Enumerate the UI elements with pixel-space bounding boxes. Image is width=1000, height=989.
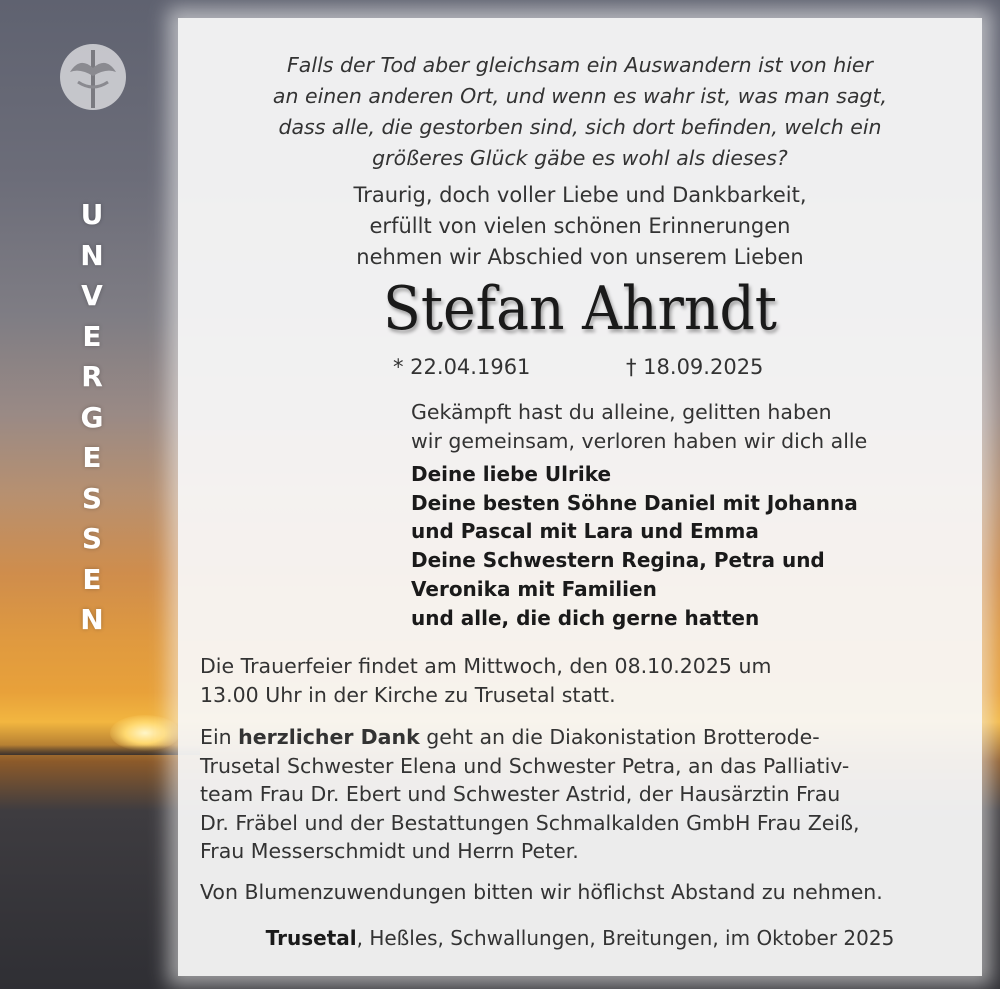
opening-quote xyxy=(178,50,982,174)
letter: S xyxy=(81,481,103,515)
place-bold: Trusetal xyxy=(265,926,357,950)
letter: E xyxy=(82,441,102,474)
letter: N xyxy=(80,238,104,272)
birth-date: * 22.04.1961 xyxy=(393,355,531,379)
thanks-line: Frau Messerschmidt und Herrn Peter. xyxy=(200,839,579,863)
mourner-line: Deine besten Söhne Daniel mit Johanna xyxy=(411,490,858,515)
mourner-line: Veronika mit Familien xyxy=(411,576,657,601)
letter: E xyxy=(82,562,102,596)
intro-line: erfüllt von vielen schönen Erinnerungen xyxy=(369,214,791,238)
verse-line: Gekämpft hast du alleine, gelitten haben xyxy=(411,400,832,424)
death-date: † 18.09.2025 xyxy=(626,355,764,379)
verse-line: wir gemeinsam, verloren haben wir dich alle xyxy=(411,428,868,453)
quote-line: größeres Glück gäbe es wohl als dieses? xyxy=(372,146,788,170)
thanks-line: team Frau Dr. Ebert und Schwester Astrid, der Hausärztin Frau xyxy=(200,782,841,806)
place-and-date xyxy=(178,926,982,950)
horizon-line xyxy=(0,745,200,755)
dove-cross-emblem-icon xyxy=(58,42,128,112)
quote-line: Falls der Tod aber gleichsam ein Auswandern ist von hier xyxy=(287,53,873,77)
mourner-line: und alle, die dich gerne hatten xyxy=(411,605,760,630)
letter: V xyxy=(81,279,103,312)
deceased-name: Stefan Ahrndt xyxy=(383,274,777,344)
intro-line: Traurig, doch voller Liebe und Dankbarkeit, xyxy=(353,183,807,207)
quote-line: dass alle, die gestorben sind, sich dort befinden, welch ein xyxy=(278,115,882,139)
vertical-word-unvergessen xyxy=(70,195,114,641)
mourner-line: Deine liebe Ulrike xyxy=(411,462,612,486)
intro-line: nehmen wir Abschied von unserem Lieben xyxy=(356,245,804,269)
funeral-service-info xyxy=(200,652,990,709)
verse-text xyxy=(411,398,867,455)
mourner-line: und Pascal mit Lara und Emma xyxy=(411,519,759,544)
service-line: Die Trauerfeier findet am Mittwoch, den 08.10.2025 um xyxy=(200,654,772,678)
letter: U xyxy=(80,198,104,231)
thanks-line: Trusetal Schwester Elena und Schwester Petra, an das Palliativ- xyxy=(200,753,850,778)
flowers-note: Von Blumenzuwendungen bitten wir höflichst Abstand zu nehmen. xyxy=(200,880,883,904)
place-rest: , Heßles, Schwallungen, Breitungen, im Oktober 2025 xyxy=(356,926,895,950)
letter: N xyxy=(80,603,104,636)
thanks-text xyxy=(200,723,990,866)
thanks-prefix: Ein xyxy=(200,725,239,749)
thanks-line xyxy=(200,723,990,752)
thanks-bold: herzlicher Dank xyxy=(238,725,420,749)
mourners-list xyxy=(411,460,858,632)
letter: S xyxy=(81,522,103,555)
mourner-line: Deine Schwestern Regina, Petra und xyxy=(411,548,825,573)
service-line: 13.00 Uhr in der Kirche zu Trusetal statt. xyxy=(200,682,616,707)
thanks-suffix: geht an die Diakonistation Brotterode- xyxy=(419,725,820,749)
intro-text xyxy=(178,180,982,273)
quote-line: an einen anderen Ort, und wenn es wahr ist, was man sagt, xyxy=(272,84,888,108)
letter: E xyxy=(82,319,102,353)
thanks-line: Dr. Fräbel und der Bestattungen Schmalkalden GmbH Frau Zeiß, xyxy=(200,810,860,835)
letter: G xyxy=(80,400,104,434)
letter: R xyxy=(81,360,103,393)
